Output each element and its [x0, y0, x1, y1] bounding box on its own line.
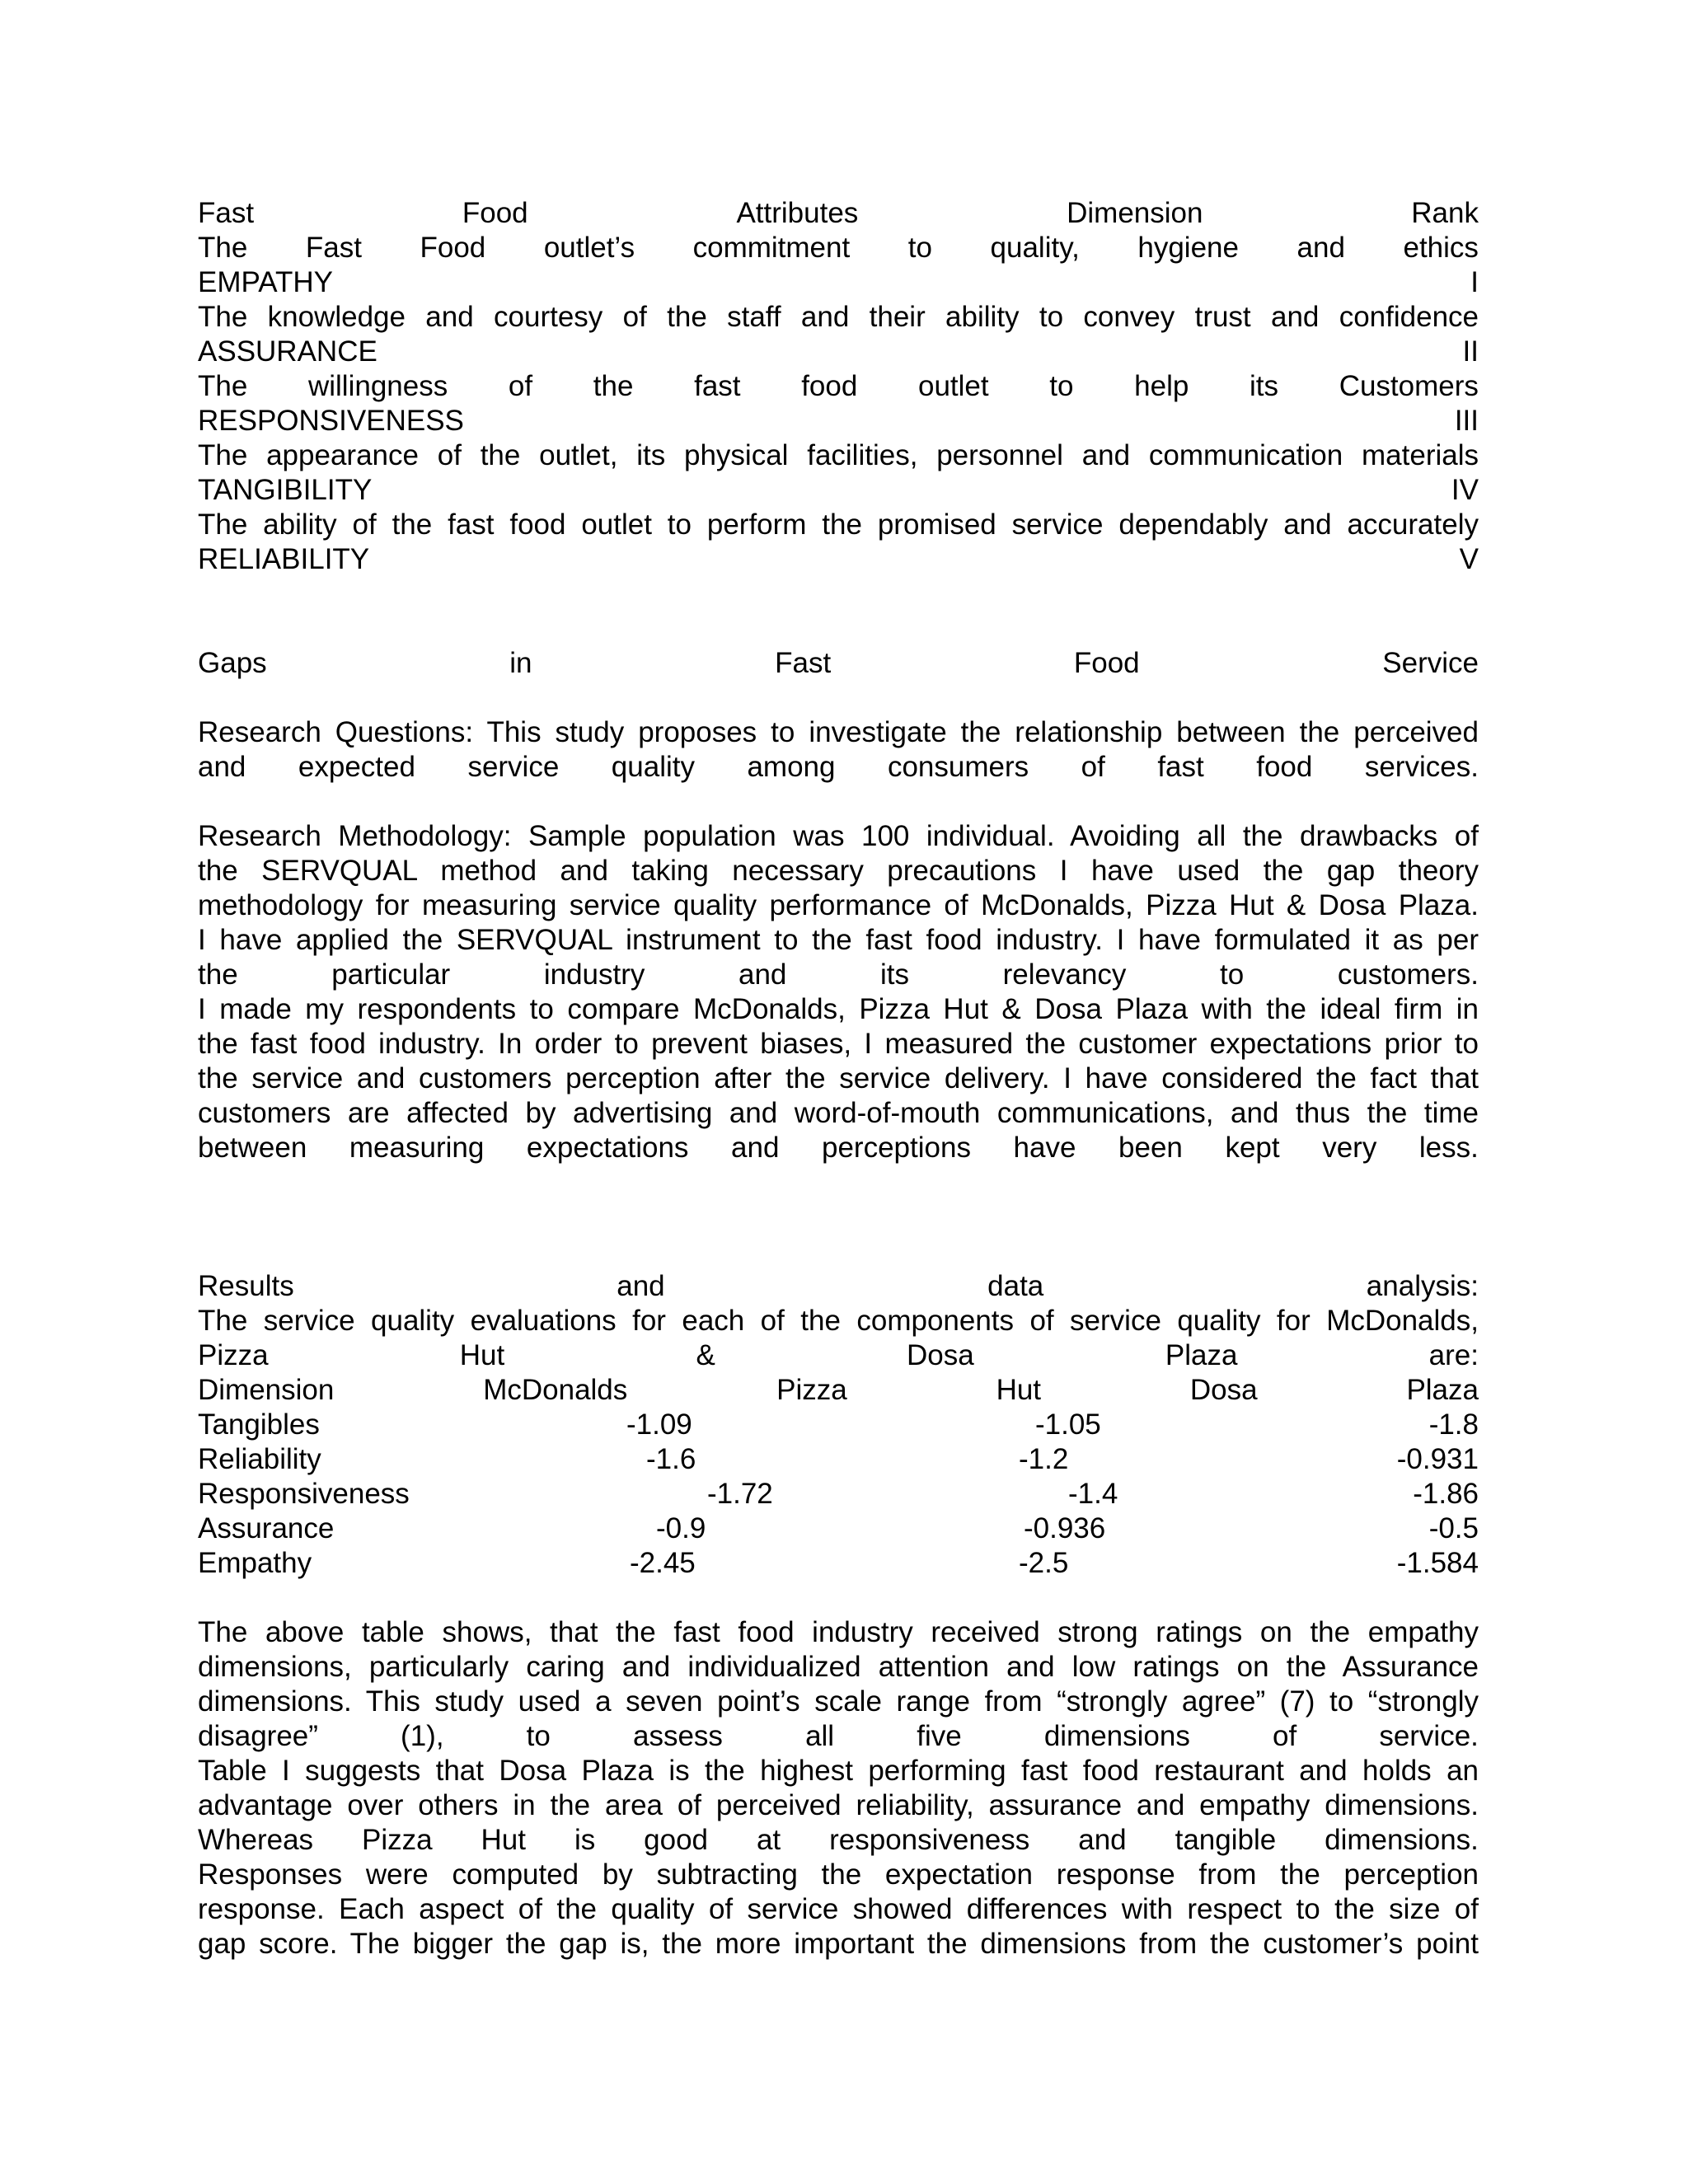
pizza-hut-cell: -1.05 [1035, 1408, 1101, 1441]
rank-row-dimension [198, 404, 1479, 438]
word: of [1272, 1720, 1297, 1752]
word: Pizza [362, 1824, 433, 1856]
word: Plaza [1165, 1339, 1238, 1371]
word: help [1134, 370, 1189, 402]
line-text: Responses were computed by subtracting the expectation response from the perception [198, 1858, 1479, 1891]
word: quality [611, 751, 695, 783]
dimension-cell: Reliability [198, 1443, 321, 1475]
pizza-hut-cell: -1.4 [1068, 1478, 1118, 1510]
word: and [738, 958, 787, 991]
rank-value: V [1459, 543, 1479, 575]
table-row [198, 1511, 1479, 1546]
rank-header-word: Attributes [736, 197, 859, 229]
discussion-line [198, 1858, 1479, 1892]
word: service. [1379, 1720, 1479, 1752]
word: the [198, 958, 238, 991]
word: Whereas [198, 1824, 314, 1856]
discussion-line [198, 1754, 1479, 1788]
word: Fast [305, 232, 362, 264]
discussion-line [198, 1892, 1479, 1927]
word: & [696, 1339, 715, 1371]
word: quality, [990, 232, 1080, 264]
dosa-plaza-cell: -1.8 [1428, 1408, 1479, 1441]
line-text: the service and customers perception after the service delivery. I have considered the fact that [198, 1062, 1479, 1094]
line-text: advantage over others in the area of perceived reliability, assurance and empathy dimensions. [198, 1789, 1479, 1821]
word: to [1049, 370, 1074, 402]
word: of [508, 370, 533, 402]
line-text: dimensions, particularly caring and individualized attention and low ratings on the Assurance [198, 1651, 1479, 1683]
word: assess [633, 1720, 723, 1752]
word: expectations [526, 1132, 689, 1164]
dimension-name: ASSURANCE [198, 335, 377, 368]
table-row [198, 1477, 1479, 1511]
word: willingness [307, 370, 448, 402]
word: food [801, 370, 858, 402]
word: have [1013, 1132, 1076, 1164]
discussion-line [198, 1823, 1479, 1858]
word: dimensions [1043, 1720, 1190, 1752]
word: customers. [1337, 958, 1479, 991]
dimension-name: RESPONSIVENESS [198, 405, 464, 437]
mcdonalds-cell: -1.09 [626, 1408, 692, 1441]
rank-value: IV [1451, 474, 1479, 506]
rank-row-attribute [198, 231, 1479, 265]
rank-value: III [1454, 405, 1479, 437]
table-header-cell: Hut [996, 1374, 1042, 1406]
rank-row-dimension [198, 265, 1479, 300]
word: outlet’s [543, 232, 635, 264]
word: hygiene [1137, 232, 1239, 264]
discussion-line [198, 1719, 1479, 1754]
line-text: I have applied the SERVQUAL instrument to the fast food industry. I have formulated it as per [198, 924, 1479, 956]
word: and [1296, 232, 1345, 264]
rank-value: I [1470, 266, 1479, 298]
rank-header-word: Fast [198, 197, 255, 229]
word: at [756, 1824, 781, 1856]
word: consumers [887, 751, 1029, 783]
word: its [880, 958, 910, 991]
word: industry [543, 958, 645, 991]
table-header-cell: Dosa [1189, 1374, 1258, 1406]
dimension-name: TANGIBILITY [198, 474, 373, 506]
results-intro-line [198, 1304, 1479, 1338]
rank-row-attribute [198, 300, 1479, 335]
line-text: the SERVQUAL method and taking necessary precautions I have used the gap theory [198, 855, 1479, 887]
table-row [198, 1546, 1479, 1581]
word: disagree” [198, 1720, 318, 1752]
word: The [198, 370, 248, 402]
word: services. [1364, 751, 1479, 783]
word: are: [1428, 1339, 1479, 1371]
word: food [1256, 751, 1313, 783]
line-text: Research Questions: This study proposes to investigate the relationship between the perceived [198, 716, 1479, 748]
dimension-cell: Responsiveness [198, 1478, 410, 1510]
discussion-line [198, 1650, 1479, 1685]
table-header-cell: McDonalds [483, 1374, 628, 1406]
word: relevancy [1002, 958, 1127, 991]
dosa-plaza-cell: -1.86 [1413, 1478, 1479, 1510]
word: Hut [481, 1824, 526, 1856]
mcdonalds-cell: -2.45 [630, 1547, 696, 1579]
line-text: The above table shows, that the fast food industry received strong ratings on the empathy [198, 1616, 1479, 1648]
pizza-hut-cell: -2.5 [1019, 1547, 1069, 1579]
word: less. [1418, 1132, 1479, 1164]
methodology-line [198, 958, 1479, 992]
rank-header-word: Dimension [1067, 197, 1203, 229]
word: and [1078, 1824, 1127, 1856]
word: kept [1225, 1132, 1280, 1164]
line-text: The service quality evaluations for each of the components of service quality for McDonalds, [198, 1305, 1479, 1337]
word: five [917, 1720, 962, 1752]
discussion-line [198, 1927, 1479, 1961]
word: perceptions [822, 1132, 971, 1164]
results-intro-line [198, 1338, 1479, 1373]
rank-row-attribute [198, 508, 1479, 542]
dimension-cell: Tangibles [198, 1408, 320, 1441]
rank-row-dimension [198, 335, 1479, 369]
word: to [1220, 958, 1245, 991]
attribute-text: The appearance of the outlet, its physical facilities, personnel and communication materials [198, 439, 1479, 471]
dosa-plaza-cell: -0.5 [1428, 1512, 1479, 1544]
rank-header-word: Food [462, 197, 528, 229]
word: responsiveness [829, 1824, 1030, 1856]
word: ethics [1403, 232, 1479, 264]
mcdonalds-cell: -0.9 [656, 1512, 706, 1544]
word: and [198, 751, 246, 783]
methodology-line [198, 1096, 1479, 1131]
rank-row-dimension [198, 473, 1479, 508]
methodology-line [198, 1131, 1479, 1165]
line-text: Research Methodology: Sample population was 100 individual. Avoiding all the drawbacks of [198, 820, 1479, 852]
word: The [198, 232, 248, 264]
word: commitment [692, 232, 851, 264]
methodology-line [198, 854, 1479, 888]
table-row [198, 1408, 1479, 1442]
line-text: the fast food industry. In order to prevent biases, I measured the customer expectations prior to [198, 1028, 1479, 1060]
mcdonalds-cell: -1.72 [707, 1478, 773, 1510]
word: analysis: [1366, 1270, 1479, 1302]
methodology-line [198, 923, 1479, 958]
word: Dosa [906, 1339, 974, 1371]
word: measuring [349, 1132, 485, 1164]
word: all [805, 1720, 835, 1752]
methodology-line [198, 1062, 1479, 1096]
word: Food [420, 232, 486, 264]
word: Hut [459, 1339, 505, 1371]
dosa-plaza-cell: -1.584 [1396, 1547, 1479, 1579]
rank-row-dimension [198, 542, 1479, 577]
methodology-line [198, 819, 1479, 854]
word: expected [298, 751, 415, 783]
discussion-line [198, 1685, 1479, 1719]
rank-row-attribute [198, 438, 1479, 473]
results-table-header [198, 1373, 1479, 1408]
word: the [593, 370, 634, 402]
line-text: response. Each aspect of the quality of service showed differences with respect to the size of [198, 1893, 1479, 1925]
word: Food [1073, 647, 1140, 679]
word: Customers [1339, 370, 1479, 402]
line-text: I made my respondents to compare McDonalds, Pizza Hut & Dosa Plaza with the ideal firm in [198, 993, 1479, 1025]
line-text: customers are affected by advertising and word-of-mouth communications, and thus the time [198, 1097, 1479, 1129]
dimension-cell: Empathy [198, 1547, 312, 1579]
line-text: Table I suggests that Dosa Plaza is the highest performing fast food restaurant and holds an [198, 1755, 1479, 1787]
word: its [1250, 370, 1279, 402]
methodology-line [198, 888, 1479, 923]
word: service [467, 751, 560, 783]
word: data [987, 1270, 1044, 1302]
line-text: methodology for measuring service quality performance of McDonalds, Pizza Hut & Dosa Plaza. [198, 889, 1479, 921]
research-questions-line [198, 715, 1479, 750]
dimension-name: EMPATHY [198, 266, 333, 298]
word: Gaps [198, 647, 267, 679]
word: between [198, 1132, 307, 1164]
attribute-text: The ability of the fast food outlet to perform the promised service dependably and accurately [198, 509, 1479, 541]
word: good [644, 1824, 709, 1856]
mcdonalds-cell: -1.6 [646, 1443, 696, 1475]
pizza-hut-cell: -0.936 [1024, 1512, 1106, 1544]
table-header-cell: Pizza [776, 1374, 847, 1406]
attribute-text: The knowledge and courtesy of the staff and their ability to convey trust and confidence [198, 301, 1479, 333]
table-header-cell: Dimension [198, 1374, 335, 1406]
word: tangible [1175, 1824, 1277, 1856]
dosa-plaza-cell: -0.931 [1396, 1443, 1479, 1475]
word: Fast [775, 647, 832, 679]
dimension-cell: Assurance [198, 1512, 335, 1544]
word: to [526, 1720, 551, 1752]
line-text: dimensions. This study used a seven point’s scale range from “strongly agree” (7) to “strongly [198, 1685, 1479, 1718]
word: (1), [401, 1720, 444, 1752]
dimension-name: RELIABILITY [198, 543, 370, 575]
table-row [198, 1442, 1479, 1477]
word: fast [1157, 751, 1204, 783]
discussion-line [198, 1615, 1479, 1650]
results-heading [198, 1269, 1479, 1304]
word: is [574, 1824, 596, 1856]
word: outlet [918, 370, 989, 402]
rank-header-word: Rank [1411, 197, 1479, 229]
rank-row-attribute [198, 369, 1479, 404]
word: Pizza [198, 1339, 269, 1371]
gaps-heading [198, 646, 1479, 681]
word: been [1118, 1132, 1183, 1164]
discussion-line [198, 1788, 1479, 1823]
word: and [731, 1132, 780, 1164]
word: particular [331, 958, 451, 991]
word: Service [1382, 647, 1479, 679]
line-text: gap score. The bigger the gap is, the more important the dimensions from the customer’s point [198, 1928, 1479, 1960]
word: to [907, 232, 932, 264]
word: Results [198, 1270, 294, 1302]
methodology-line [198, 992, 1479, 1027]
methodology-line [198, 1027, 1479, 1062]
word: and [617, 1270, 665, 1302]
word: of [1081, 751, 1105, 783]
rank-table-header [198, 196, 1479, 231]
research-questions-line [198, 750, 1479, 785]
table-header-cell: Plaza [1406, 1374, 1479, 1406]
word: among [747, 751, 836, 783]
word: in [509, 647, 532, 679]
word: dimensions. [1325, 1824, 1479, 1856]
word: very [1322, 1132, 1377, 1164]
rank-value: II [1462, 335, 1479, 368]
pizza-hut-cell: -1.2 [1019, 1443, 1069, 1475]
word: fast [694, 370, 741, 402]
